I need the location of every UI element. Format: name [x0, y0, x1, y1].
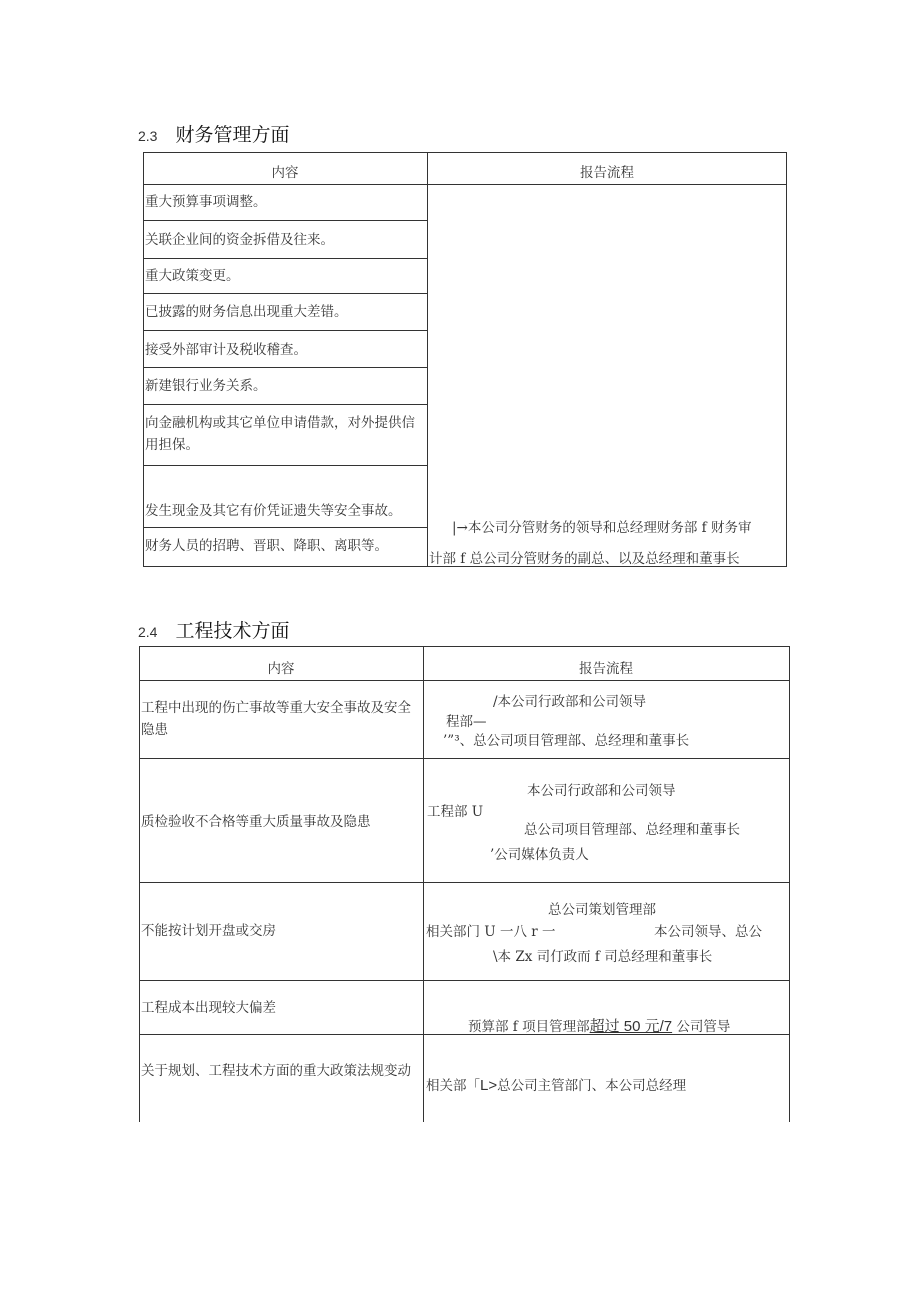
flow-text: |→本公司分管财务的领导和总经理财务部 f 财务审 — [452, 520, 752, 536]
table-divider — [143, 330, 427, 331]
flow-text: \本 Zx 司仃政而 f 司总经理和董事长 — [493, 949, 713, 965]
flow-text: 相关部门 U 一八 r 一 — [426, 924, 556, 940]
table-row-content: 工程中出现的伤亡事故等重大安全事故及安全隐患 — [141, 700, 411, 738]
column-header-content: 内容 — [271, 165, 299, 181]
column-header-flow: 报告流程 — [579, 661, 633, 677]
flow-text: 总公司策划管理部 — [548, 902, 656, 918]
flow-text: 总公司项目管理部、总经理和董事长 — [524, 822, 740, 838]
flow-segment: 预算部 f 项目管理部 — [468, 1019, 590, 1035]
flow-text: ’公司媒体负责人 — [490, 847, 589, 863]
table-row-content: 质检验收不合格等重大质量事故及隐患 — [141, 814, 371, 830]
table-divider — [139, 882, 790, 883]
table-divider — [143, 258, 427, 259]
table-divider — [423, 646, 424, 1122]
table-divider — [143, 465, 427, 466]
table-divider — [789, 646, 790, 1122]
table-row-content: 向金融机构或其它单位申请借款，对外提供信用担保。 — [145, 415, 415, 453]
table-divider — [139, 680, 790, 681]
flow-text: 工程部 U — [427, 804, 484, 820]
table-divider — [139, 758, 790, 759]
table-divider — [427, 152, 428, 567]
flow-segment: L> — [480, 1077, 498, 1094]
column-header-content: 内容 — [267, 661, 295, 677]
table-row-content: 已披露的财务信息出现重大差错。 — [145, 304, 348, 320]
table-divider — [143, 220, 427, 221]
flow-text — [426, 1074, 686, 1094]
section-2-3-heading — [138, 120, 289, 147]
table-row-content: 不能按计划开盘或交房 — [141, 923, 276, 939]
flow-text: 程部— — [446, 714, 487, 730]
table-row-content: 发生现金及其它有价凭证遗失等安全事故。 — [145, 503, 402, 519]
table-row-content: 重大政策变更。 — [145, 268, 240, 284]
section-title: 财务管理方面 — [175, 124, 290, 146]
table-row-content: 财务人员的招聘、晋职、降职、离职等。 — [145, 538, 388, 554]
section-2-4-heading — [138, 616, 289, 643]
table-divider — [139, 980, 790, 981]
table-row-content: 关于规划、工程技术方面的重大政策法规变动 — [141, 1063, 411, 1079]
flow-segment: 总公司主管部门、本公司总经理 — [497, 1078, 687, 1094]
table-divider — [143, 527, 427, 528]
flow-text: 本公司领导、总公 — [654, 924, 762, 940]
table-divider — [143, 404, 427, 405]
table-divider — [143, 293, 427, 294]
table-divider — [139, 646, 790, 647]
table-row-content: 关联企业间的资金拆借及往来。 — [145, 232, 334, 248]
flow-segment: 超过 50 元/7 — [589, 1018, 673, 1035]
table-row-content: 工程成本出现较大偏差 — [141, 1000, 276, 1016]
flow-text: /本公司行政部和公司领导 — [493, 694, 647, 710]
flow-text: 本公司行政部和公司领导 — [527, 783, 676, 799]
flow-text — [468, 1015, 730, 1036]
flow-segment: 相关部「 — [426, 1078, 480, 1094]
section-number: 2.3 — [138, 128, 158, 144]
flow-text: ’”³、总公司项目管理部、总经理和董事长 — [443, 733, 690, 749]
flow-segment: 公司管导 — [672, 1019, 731, 1035]
table-row-content: 新建银行业务关系。 — [145, 378, 267, 394]
table-row-content: 接受外部审计及税收稽查。 — [145, 342, 307, 358]
flow-text: 计部 f 总公司分管财务的副总、以及总经理和董事长 — [429, 551, 740, 567]
column-header-flow: 报告流程 — [580, 165, 634, 181]
table-divider — [143, 367, 427, 368]
table-divider — [139, 646, 140, 1122]
table-row-content: 重大预算事项调整。 — [145, 194, 267, 210]
section-number: 2.4 — [138, 624, 158, 640]
table-divider — [143, 184, 787, 185]
section-title: 工程技术方面 — [175, 620, 290, 642]
